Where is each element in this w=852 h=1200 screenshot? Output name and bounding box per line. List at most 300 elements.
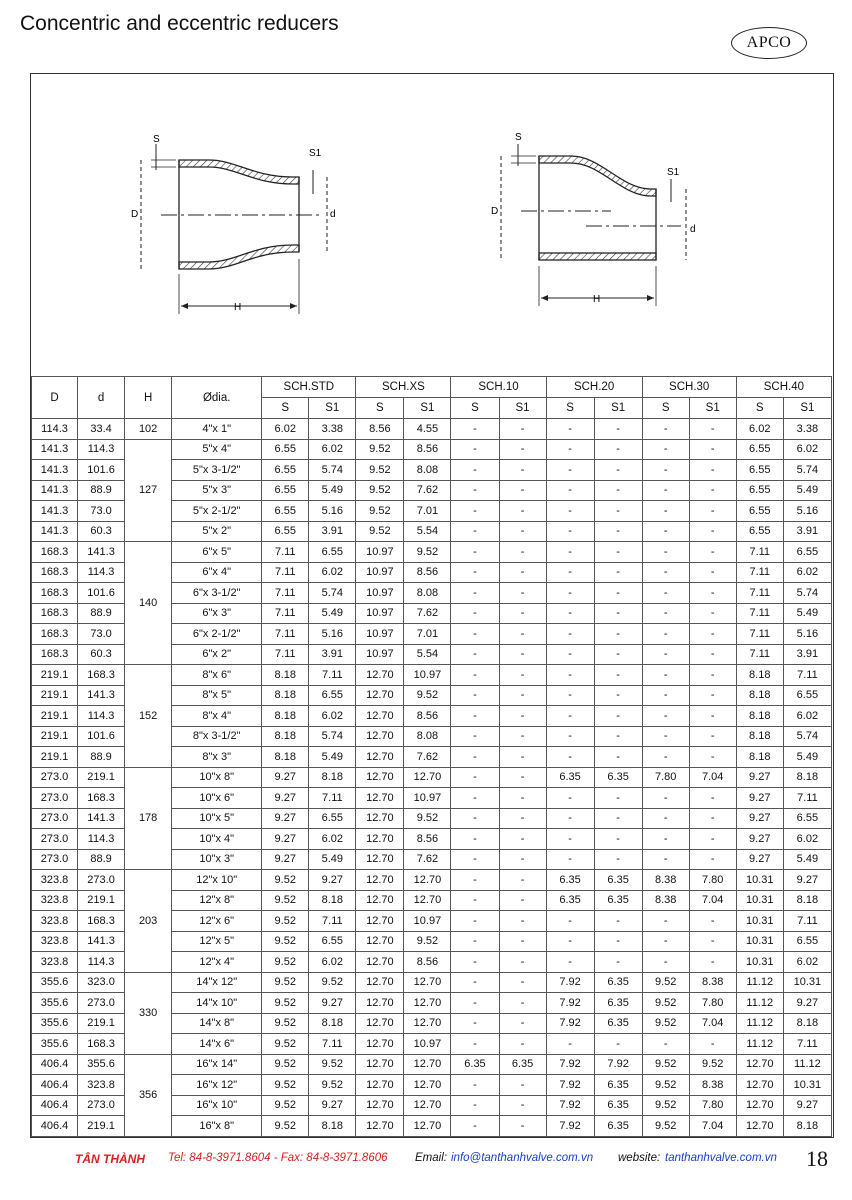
cell-sch40-s1: 5.74	[783, 583, 831, 604]
cell-sch10-s1: -	[499, 624, 546, 645]
cell-std-s: 6.55	[262, 480, 309, 501]
cell-sch30-s: 9.52	[642, 1116, 689, 1137]
cell-std-s1: 5.16	[309, 501, 356, 522]
cell-d: 60.3	[78, 521, 125, 542]
cell-sch10-s: -	[451, 726, 499, 747]
cell-std-s1: 8.18	[309, 1116, 356, 1137]
cell-sch40-s1: 5.49	[783, 480, 831, 501]
cell-sch40-s1: 5.74	[783, 460, 831, 481]
cell-odia: 6"x 4"	[172, 562, 262, 583]
cell-sch10-s: -	[451, 829, 499, 850]
cell-sch20-s1: 6.35	[594, 1075, 642, 1096]
label-h-eccentric: H	[593, 294, 601, 305]
cell-sch20-s: -	[546, 1034, 594, 1055]
table-row	[32, 439, 832, 460]
cell-std-s: 9.27	[262, 767, 309, 788]
cell-D: 273.0	[32, 808, 78, 829]
cell-sch20-s1: -	[594, 685, 642, 706]
cell-D: 406.4	[32, 1116, 78, 1137]
cell-sch30-s1: -	[689, 460, 736, 481]
cell-sch30-s1: -	[689, 480, 736, 501]
cell-std-s: 9.52	[262, 1075, 309, 1096]
cell-odia: 8"x 5"	[172, 685, 262, 706]
cell-d: 168.3	[78, 788, 125, 809]
cell-xs-s: 9.52	[356, 439, 404, 460]
cell-sch30-s: -	[642, 685, 689, 706]
cell-sch20-s1: 6.35	[594, 870, 642, 891]
cell-sch20-s: 7.92	[546, 993, 594, 1014]
cell-sch30-s1: -	[689, 747, 736, 768]
cell-sch10-s1: -	[499, 972, 546, 993]
cell-std-s: 8.18	[262, 685, 309, 706]
cell-sch30-s: -	[642, 726, 689, 747]
header-s-4: S	[642, 398, 689, 419]
cell-sch20-s: -	[546, 747, 594, 768]
cell-sch30-s: -	[642, 911, 689, 932]
cell-sch10-s: -	[451, 624, 499, 645]
cell-sch20-s1: -	[594, 706, 642, 727]
cell-D: 141.3	[32, 439, 78, 460]
cell-sch20-s1: -	[594, 747, 642, 768]
cell-sch20-s: -	[546, 706, 594, 727]
cell-H: 102	[125, 419, 172, 440]
cell-sch20-s1: -	[594, 583, 642, 604]
cell-sch20-s1: -	[594, 419, 642, 440]
header-s-3: S	[546, 398, 594, 419]
cell-sch10-s1: -	[499, 747, 546, 768]
cell-sch30-s: -	[642, 849, 689, 870]
cell-H: 178	[125, 767, 172, 870]
cell-sch10-s1: -	[499, 808, 546, 829]
cell-sch10-s: 6.35	[451, 1054, 499, 1075]
cell-sch20-s: -	[546, 665, 594, 686]
cell-D: 323.8	[32, 952, 78, 973]
cell-sch40-s1: 6.02	[783, 706, 831, 727]
cell-xs-s: 12.70	[356, 829, 404, 850]
cell-odia: 10"x 5"	[172, 808, 262, 829]
cell-sch40-s1: 6.02	[783, 562, 831, 583]
cell-sch10-s1: -	[499, 870, 546, 891]
cell-sch40-s: 7.11	[736, 644, 783, 665]
cell-std-s1: 7.11	[309, 788, 356, 809]
table-row	[32, 767, 832, 788]
cell-sch10-s1: -	[499, 583, 546, 604]
content-frame	[30, 73, 834, 1138]
cell-xs-s1: 12.70	[404, 870, 451, 891]
cell-std-s1: 7.11	[309, 1034, 356, 1055]
cell-std-s: 7.11	[262, 542, 309, 563]
cell-sch40-s1: 7.11	[783, 788, 831, 809]
header-d: d	[78, 377, 125, 419]
cell-sch30-s: -	[642, 439, 689, 460]
cell-sch20-s1: -	[594, 726, 642, 747]
cell-d: 273.0	[78, 1095, 125, 1116]
cell-sch10-s: -	[451, 685, 499, 706]
cell-xs-s: 10.97	[356, 624, 404, 645]
eccentric-reducer-drawing	[501, 144, 686, 306]
cell-sch30-s: -	[642, 521, 689, 542]
cell-sch20-s1: -	[594, 562, 642, 583]
cell-sch10-s1: -	[499, 1013, 546, 1034]
cell-sch20-s: -	[546, 542, 594, 563]
cell-xs-s1: 12.70	[404, 1075, 451, 1096]
cell-sch40-s1: 6.02	[783, 439, 831, 460]
cell-sch20-s: -	[546, 419, 594, 440]
cell-sch10-s1: -	[499, 1034, 546, 1055]
cell-d: 219.1	[78, 767, 125, 788]
cell-D: 168.3	[32, 542, 78, 563]
cell-xs-s: 10.97	[356, 583, 404, 604]
cell-sch10-s1: -	[499, 1095, 546, 1116]
label-small-d: d	[330, 209, 336, 220]
cell-sch10-s: -	[451, 583, 499, 604]
cell-sch10-s: -	[451, 788, 499, 809]
cell-sch20-s: -	[546, 644, 594, 665]
cell-sch20-s: -	[546, 583, 594, 604]
cell-odia: 12"x 10"	[172, 870, 262, 891]
cell-sch20-s1: 6.35	[594, 890, 642, 911]
cell-sch30-s: 9.52	[642, 972, 689, 993]
cell-sch20-s: -	[546, 849, 594, 870]
cell-sch20-s: -	[546, 439, 594, 460]
cell-xs-s: 12.70	[356, 952, 404, 973]
header-odia: Ødia.	[172, 377, 262, 419]
cell-sch30-s1: -	[689, 603, 736, 624]
cell-sch30-s1: 7.80	[689, 993, 736, 1014]
cell-std-s1: 5.74	[309, 726, 356, 747]
cell-sch30-s1: 9.52	[689, 1054, 736, 1075]
cell-std-s: 6.55	[262, 521, 309, 542]
cell-sch20-s: -	[546, 952, 594, 973]
cell-sch20-s1: -	[594, 1034, 642, 1055]
header-sch-40: SCH.40	[736, 377, 831, 398]
header-s1-3: S1	[594, 398, 642, 419]
cell-xs-s: 10.97	[356, 542, 404, 563]
cell-sch10-s: -	[451, 706, 499, 727]
cell-sch10-s1: 6.35	[499, 1054, 546, 1075]
cell-odia: 14"x 10"	[172, 993, 262, 1014]
cell-sch30-s1: -	[689, 829, 736, 850]
cell-std-s: 6.55	[262, 460, 309, 481]
cell-d: 114.3	[78, 439, 125, 460]
cell-odia: 4"x 1"	[172, 419, 262, 440]
footer-company: TÂN THÀNH	[75, 1152, 145, 1166]
cell-sch30-s: -	[642, 952, 689, 973]
cell-sch40-s: 8.18	[736, 706, 783, 727]
cell-xs-s: 12.70	[356, 767, 404, 788]
cell-sch10-s1: -	[499, 1075, 546, 1096]
header-D: D	[32, 377, 78, 419]
cell-xs-s1: 8.08	[404, 726, 451, 747]
concentric-reducer-drawing	[141, 144, 327, 314]
cell-sch40-s1: 7.11	[783, 1034, 831, 1055]
cell-D: 273.0	[32, 767, 78, 788]
cell-sch10-s1: -	[499, 788, 546, 809]
cell-sch40-s: 9.27	[736, 829, 783, 850]
cell-sch20-s: 6.35	[546, 870, 594, 891]
table-body	[32, 419, 832, 1137]
cell-xs-s: 12.70	[356, 890, 404, 911]
cell-std-s1: 9.52	[309, 972, 356, 993]
cell-xs-s1: 7.62	[404, 603, 451, 624]
cell-xs-s1: 9.52	[404, 685, 451, 706]
cell-sch40-s1: 6.55	[783, 808, 831, 829]
cell-d: 88.9	[78, 747, 125, 768]
footer-website[interactable]: tanthanhvalve.com.vn	[665, 1152, 777, 1164]
cell-xs-s1: 5.54	[404, 644, 451, 665]
cell-std-s1: 5.16	[309, 624, 356, 645]
cell-sch10-s: -	[451, 439, 499, 460]
footer-email-label: Email:	[415, 1152, 447, 1164]
cell-std-s: 9.52	[262, 972, 309, 993]
cell-std-s1: 5.49	[309, 747, 356, 768]
cell-xs-s: 12.70	[356, 849, 404, 870]
cell-D: 168.3	[32, 644, 78, 665]
cell-std-s: 8.18	[262, 706, 309, 727]
cell-std-s: 9.52	[262, 1116, 309, 1137]
cell-D: 355.6	[32, 1013, 78, 1034]
cell-sch20-s: 7.92	[546, 1054, 594, 1075]
cell-xs-s1: 10.97	[404, 1034, 451, 1055]
cell-sch40-s: 7.11	[736, 624, 783, 645]
cell-sch40-s: 8.18	[736, 685, 783, 706]
cell-sch30-s1: 7.04	[689, 890, 736, 911]
cell-std-s1: 7.11	[309, 911, 356, 932]
cell-d: 114.3	[78, 706, 125, 727]
cell-std-s1: 3.91	[309, 644, 356, 665]
cell-H: 140	[125, 542, 172, 665]
cell-xs-s: 12.70	[356, 1034, 404, 1055]
cell-sch30-s1: -	[689, 952, 736, 973]
cell-sch40-s: 9.27	[736, 849, 783, 870]
cell-std-s: 9.27	[262, 808, 309, 829]
cell-sch30-s: 9.52	[642, 1095, 689, 1116]
cell-sch10-s: -	[451, 419, 499, 440]
cell-d: 33.4	[78, 419, 125, 440]
cell-d: 219.1	[78, 890, 125, 911]
cell-sch40-s1: 5.16	[783, 624, 831, 645]
page-number: 18	[806, 1146, 828, 1171]
table-row	[32, 972, 832, 993]
cell-xs-s1: 9.52	[404, 808, 451, 829]
cell-sch40-s1: 10.31	[783, 972, 831, 993]
cell-D: 168.3	[32, 624, 78, 645]
cell-D: 219.1	[32, 726, 78, 747]
cell-odia: 10"x 4"	[172, 829, 262, 850]
cell-sch40-s1: 8.18	[783, 1116, 831, 1137]
cell-D: 219.1	[32, 706, 78, 727]
cell-sch30-s: -	[642, 419, 689, 440]
cell-sch40-s: 11.12	[736, 972, 783, 993]
cell-sch30-s: 9.52	[642, 1013, 689, 1034]
cell-sch30-s: -	[642, 665, 689, 686]
cell-sch30-s: -	[642, 480, 689, 501]
cell-sch40-s1: 5.74	[783, 726, 831, 747]
cell-sch30-s: -	[642, 788, 689, 809]
cell-sch40-s: 8.18	[736, 665, 783, 686]
cell-sch40-s: 6.02	[736, 419, 783, 440]
cell-sch20-s1: 6.35	[594, 1013, 642, 1034]
cell-xs-s: 9.52	[356, 501, 404, 522]
cell-sch30-s1: 8.38	[689, 1075, 736, 1096]
cell-odia: 10"x 3"	[172, 849, 262, 870]
cell-std-s: 7.11	[262, 644, 309, 665]
cell-sch10-s1: -	[499, 685, 546, 706]
cell-sch10-s: -	[451, 542, 499, 563]
cell-sch20-s1: 6.35	[594, 1116, 642, 1137]
cell-sch40-s1: 7.11	[783, 665, 831, 686]
cell-sch10-s: -	[451, 562, 499, 583]
cell-sch20-s: -	[546, 501, 594, 522]
cell-sch10-s1: -	[499, 542, 546, 563]
cell-d: 141.3	[78, 542, 125, 563]
cell-odia: 10"x 6"	[172, 788, 262, 809]
cell-sch40-s: 7.11	[736, 542, 783, 563]
cell-D: 406.4	[32, 1095, 78, 1116]
cell-std-s1: 6.02	[309, 562, 356, 583]
cell-sch30-s1: -	[689, 726, 736, 747]
cell-sch40-s1: 5.49	[783, 849, 831, 870]
cell-sch40-s: 10.31	[736, 911, 783, 932]
cell-xs-s1: 10.97	[404, 911, 451, 932]
cell-std-s: 7.11	[262, 603, 309, 624]
cell-sch10-s: -	[451, 480, 499, 501]
table-row	[32, 870, 832, 891]
cell-sch40-s: 10.31	[736, 870, 783, 891]
cell-sch20-s1: -	[594, 624, 642, 645]
cell-xs-s1: 12.70	[404, 1116, 451, 1137]
cell-sch10-s1: -	[499, 890, 546, 911]
cell-sch30-s: 9.52	[642, 1054, 689, 1075]
cell-odia: 6"x 2"	[172, 644, 262, 665]
cell-xs-s: 10.97	[356, 603, 404, 624]
cell-D: 273.0	[32, 829, 78, 850]
cell-odia: 12"x 6"	[172, 911, 262, 932]
cell-xs-s: 12.70	[356, 1075, 404, 1096]
cell-sch20-s: -	[546, 829, 594, 850]
cell-sch30-s1: -	[689, 665, 736, 686]
cell-xs-s1: 4.55	[404, 419, 451, 440]
cell-sch10-s: -	[451, 767, 499, 788]
cell-odia: 6"x 5"	[172, 542, 262, 563]
cell-xs-s: 10.97	[356, 562, 404, 583]
cell-xs-s: 10.97	[356, 644, 404, 665]
cell-xs-s: 12.70	[356, 788, 404, 809]
cell-sch40-s1: 10.31	[783, 1075, 831, 1096]
cell-sch30-s1: -	[689, 501, 736, 522]
cell-sch40-s: 8.18	[736, 726, 783, 747]
cell-sch10-s: -	[451, 603, 499, 624]
cell-sch10-s1: -	[499, 501, 546, 522]
cell-sch20-s1: -	[594, 849, 642, 870]
cell-sch40-s: 10.31	[736, 890, 783, 911]
cell-odia: 12"x 8"	[172, 890, 262, 911]
cell-sch20-s1: -	[594, 439, 642, 460]
cell-sch30-s: 9.52	[642, 1075, 689, 1096]
header-sch-std: SCH.STD	[262, 377, 356, 398]
cell-sch40-s: 12.70	[736, 1075, 783, 1096]
cell-d: 168.3	[78, 1034, 125, 1055]
cell-D: 323.8	[32, 890, 78, 911]
cell-sch30-s: -	[642, 706, 689, 727]
cell-std-s1: 3.91	[309, 521, 356, 542]
cell-odia: 14"x 8"	[172, 1013, 262, 1034]
cell-sch10-s1: -	[499, 603, 546, 624]
cell-sch30-s1: -	[689, 521, 736, 542]
footer-email[interactable]: info@tanthanhvalve.com.vn	[451, 1152, 594, 1164]
cell-std-s1: 5.49	[309, 603, 356, 624]
reducer-dimensions-table	[31, 376, 832, 1137]
cell-sch40-s: 12.70	[736, 1095, 783, 1116]
cell-sch20-s1: 6.35	[594, 1095, 642, 1116]
cell-d: 73.0	[78, 501, 125, 522]
cell-sch10-s1: -	[499, 1116, 546, 1137]
header-sch-20: SCH.20	[546, 377, 642, 398]
cell-std-s: 9.52	[262, 952, 309, 973]
cell-sch30-s: -	[642, 829, 689, 850]
footer-tel-fax: Tel: 84-8-3971.8604 - Fax: 84-8-3971.8606	[168, 1152, 388, 1164]
cell-std-s1: 8.18	[309, 767, 356, 788]
cell-d: 101.6	[78, 460, 125, 481]
cell-D: 406.4	[32, 1054, 78, 1075]
cell-std-s1: 8.18	[309, 890, 356, 911]
cell-sch10-s1: -	[499, 829, 546, 850]
cell-sch30-s: -	[642, 603, 689, 624]
cell-d: 101.6	[78, 583, 125, 604]
cell-sch40-s: 9.27	[736, 767, 783, 788]
cell-sch30-s1: -	[689, 624, 736, 645]
cell-std-s: 9.52	[262, 890, 309, 911]
cell-odia: 5"x 4"	[172, 439, 262, 460]
cell-sch30-s: -	[642, 808, 689, 829]
cell-sch10-s: -	[451, 644, 499, 665]
cell-sch20-s: -	[546, 562, 594, 583]
cell-sch30-s1: -	[689, 931, 736, 952]
cell-xs-s1: 12.70	[404, 890, 451, 911]
cell-sch10-s: -	[451, 1075, 499, 1096]
cell-std-s: 9.52	[262, 1013, 309, 1034]
cell-std-s1: 6.02	[309, 952, 356, 973]
page-title: Concentric and eccentric reducers	[20, 12, 339, 35]
cell-xs-s1: 8.08	[404, 460, 451, 481]
header-s-0: S	[262, 398, 309, 419]
cell-std-s1: 6.02	[309, 829, 356, 850]
cell-D: 219.1	[32, 685, 78, 706]
cell-sch30-s1: -	[689, 849, 736, 870]
cell-sch20-s: -	[546, 726, 594, 747]
cell-sch20-s1: -	[594, 603, 642, 624]
cell-d: 219.1	[78, 1013, 125, 1034]
cell-xs-s1: 10.97	[404, 665, 451, 686]
cell-sch40-s: 6.55	[736, 521, 783, 542]
cell-d: 141.3	[78, 808, 125, 829]
cell-std-s1: 9.52	[309, 1075, 356, 1096]
cell-std-s1: 5.49	[309, 480, 356, 501]
cell-sch40-s1: 7.11	[783, 911, 831, 932]
cell-xs-s1: 8.56	[404, 706, 451, 727]
cell-sch30-s1: -	[689, 788, 736, 809]
cell-sch30-s1: -	[689, 808, 736, 829]
cell-sch30-s1: 7.80	[689, 1095, 736, 1116]
cell-std-s1: 5.49	[309, 849, 356, 870]
cell-odia: 12"x 5"	[172, 931, 262, 952]
cell-xs-s: 9.52	[356, 521, 404, 542]
cell-sch10-s1: -	[499, 419, 546, 440]
cell-std-s1: 3.38	[309, 419, 356, 440]
cell-xs-s1: 12.70	[404, 993, 451, 1014]
cell-sch40-s1: 8.18	[783, 890, 831, 911]
cell-sch40-s1: 6.02	[783, 829, 831, 850]
